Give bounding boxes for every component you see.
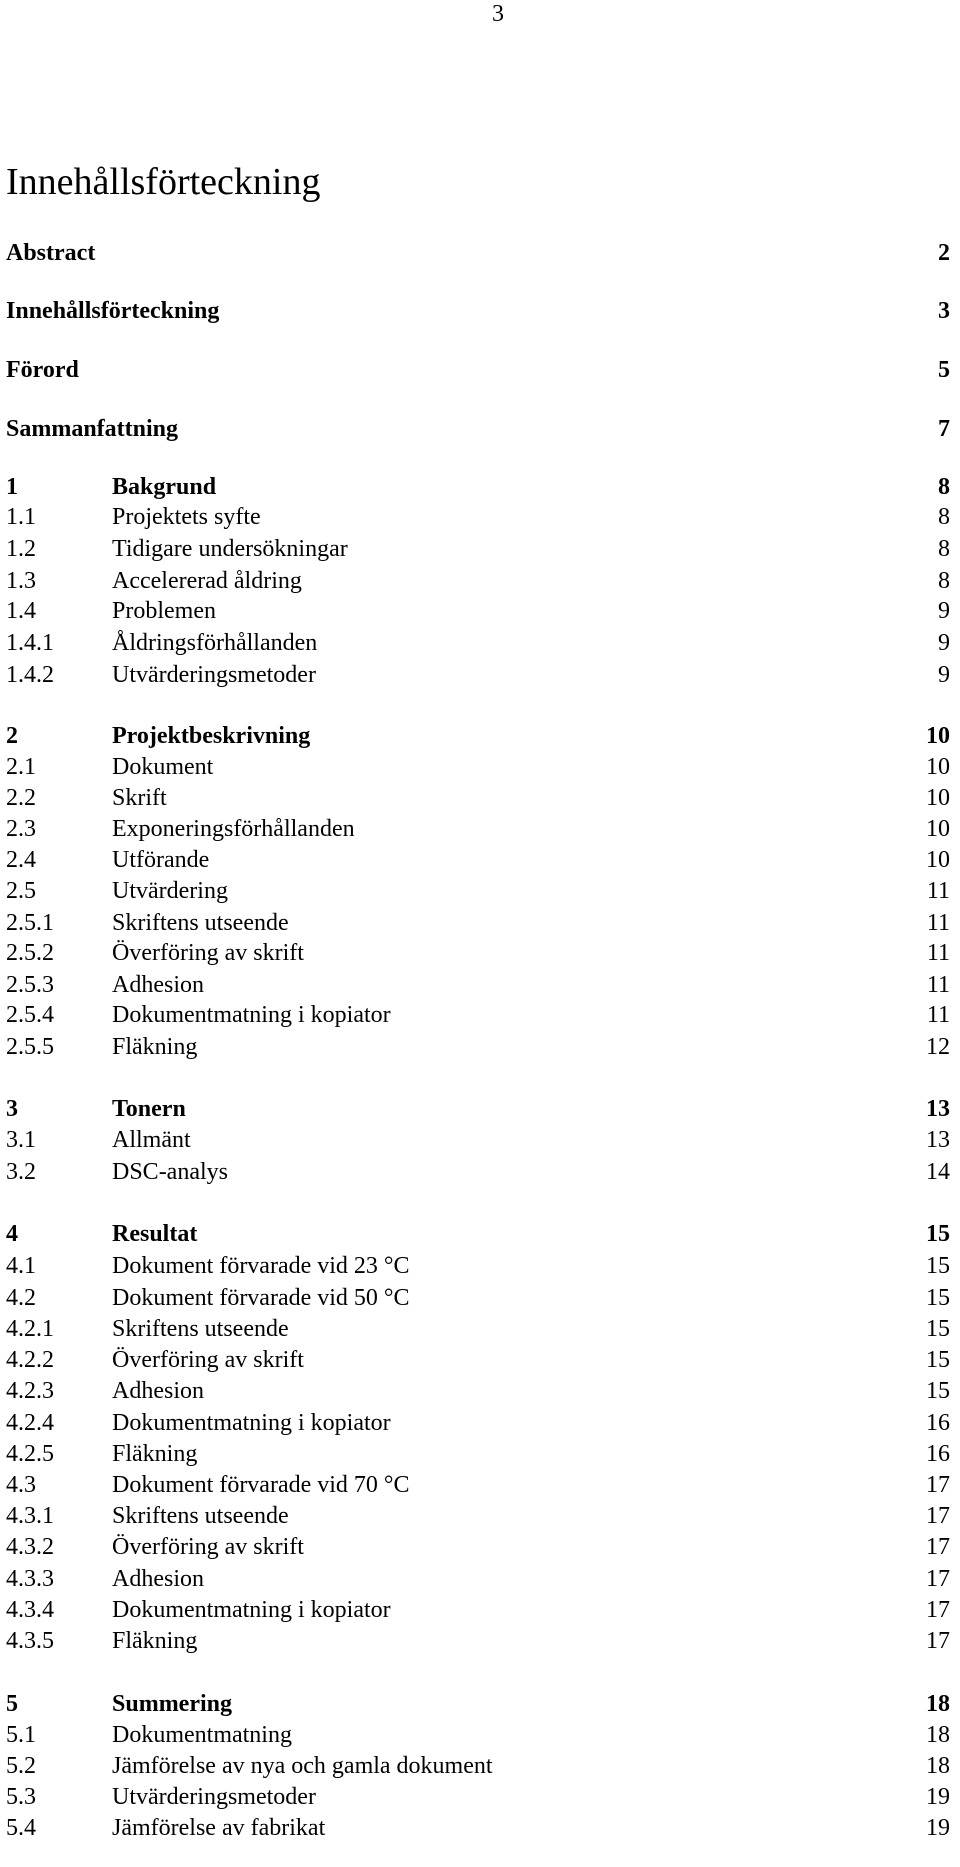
toc-entry-page: 15 bbox=[926, 1347, 950, 1373]
toc-entry-page: 5 bbox=[938, 357, 950, 383]
toc-entry-label: Överföring av skrift bbox=[112, 1534, 304, 1560]
toc-entry-page: 14 bbox=[926, 1159, 950, 1185]
toc-entry-page: 13 bbox=[926, 1127, 950, 1153]
toc-entry-page: 9 bbox=[938, 630, 950, 656]
toc-entry-label: Adhesion bbox=[112, 1378, 204, 1404]
toc-entry-number: 4.1 bbox=[6, 1253, 36, 1279]
toc-entry-page: 8 bbox=[938, 536, 950, 562]
toc-entry-page: 3 bbox=[938, 298, 950, 324]
toc-entry-page: 15 bbox=[926, 1221, 950, 1247]
toc-entry-page: 17 bbox=[926, 1472, 950, 1498]
toc-row[interactable] bbox=[0, 938, 960, 968]
toc-entry-label: Problemen bbox=[112, 598, 216, 624]
toc-row[interactable] bbox=[0, 596, 960, 626]
toc-entry-number: 4.3.3 bbox=[6, 1566, 54, 1592]
toc-entry-number: 1.4.2 bbox=[6, 662, 54, 688]
toc-entry-page: 9 bbox=[938, 598, 950, 624]
toc-row[interactable] bbox=[0, 1000, 960, 1030]
toc-entry-number: 1.4 bbox=[6, 598, 36, 624]
toc-row[interactable] bbox=[0, 566, 960, 596]
toc-row[interactable] bbox=[0, 1813, 960, 1843]
toc-row[interactable] bbox=[0, 1251, 960, 1281]
toc-row[interactable] bbox=[0, 355, 960, 385]
page-title: Innehållsförteckning bbox=[6, 161, 321, 203]
toc-entry-number: 2.5.2 bbox=[6, 940, 54, 966]
toc-entry-number: 2 bbox=[6, 723, 18, 749]
toc-entry-number: 5.4 bbox=[6, 1815, 36, 1841]
toc-row[interactable] bbox=[0, 1408, 960, 1438]
toc-entry-number: 2.5.5 bbox=[6, 1034, 54, 1060]
toc-entry-label: Utvärderingsmetoder bbox=[112, 1784, 316, 1810]
toc-row[interactable] bbox=[0, 628, 960, 658]
toc-entry-number: 4.3.2 bbox=[6, 1534, 54, 1560]
toc-entry-page: 17 bbox=[926, 1566, 950, 1592]
toc-entry-number: 2.1 bbox=[6, 754, 36, 780]
toc-entry-page: 17 bbox=[926, 1534, 950, 1560]
toc-row[interactable] bbox=[0, 1283, 960, 1313]
toc-row[interactable] bbox=[0, 1564, 960, 1594]
toc-entry-label: Bakgrund bbox=[112, 474, 217, 500]
toc-entry-label: Dokument förvarade vid 50 °C bbox=[112, 1285, 410, 1311]
toc-row[interactable] bbox=[0, 1157, 960, 1187]
toc-entry-label: Tonern bbox=[112, 1096, 186, 1122]
toc-entry-number: 4.2 bbox=[6, 1285, 36, 1311]
toc-entry-page: 7 bbox=[938, 416, 950, 442]
toc-entry-label: Skriftens utseende bbox=[112, 1316, 289, 1342]
toc-entry-label: Fläkning bbox=[112, 1628, 198, 1654]
toc-chapter-row[interactable] bbox=[0, 1219, 960, 1249]
toc-entry-label: Accelererad åldring bbox=[112, 568, 302, 594]
toc-entry-number: 4.2.4 bbox=[6, 1410, 54, 1436]
toc-entry-page: 17 bbox=[926, 1503, 950, 1529]
toc-entry-page: 15 bbox=[926, 1378, 950, 1404]
toc-row[interactable] bbox=[0, 1125, 960, 1155]
toc-entry-number: 3.1 bbox=[6, 1127, 36, 1153]
toc-entry-number: 1.4.1 bbox=[6, 630, 54, 656]
toc-entry-label: Dokumentmatning bbox=[112, 1722, 292, 1748]
toc-row[interactable] bbox=[0, 908, 960, 938]
toc-entry-page: 10 bbox=[926, 816, 950, 842]
toc-entry-label: Överföring av skrift bbox=[112, 940, 304, 966]
toc-entry-number: 5.2 bbox=[6, 1753, 36, 1779]
toc-entry-page: 10 bbox=[926, 847, 950, 873]
toc-entry-page: 13 bbox=[926, 1096, 950, 1122]
toc-entry-label: Skrift bbox=[112, 785, 167, 811]
toc-entry-label: Adhesion bbox=[112, 1566, 204, 1592]
toc-entry-page: 11 bbox=[926, 910, 950, 936]
toc-entry-number: 4.3 bbox=[6, 1472, 36, 1498]
toc-entry-page: 11 bbox=[926, 972, 950, 998]
toc-entry-label: Allmänt bbox=[112, 1127, 191, 1153]
toc-row[interactable] bbox=[0, 1345, 960, 1375]
toc-entry-label: Fläkning bbox=[112, 1441, 198, 1467]
toc-entry-label: Dokument förvarade vid 70 °C bbox=[112, 1472, 410, 1498]
toc-entry-number: 2.5.3 bbox=[6, 972, 54, 998]
toc-entry-label: Exponeringsförhållanden bbox=[112, 816, 355, 842]
toc-entry-number: 1.2 bbox=[6, 536, 36, 562]
toc-entry-number: 3 bbox=[6, 1096, 18, 1122]
toc-entry-page: 10 bbox=[926, 723, 950, 749]
toc-chapter-row[interactable] bbox=[0, 721, 960, 751]
toc-entry-label: Dokument bbox=[112, 754, 214, 780]
toc-row[interactable] bbox=[0, 1595, 960, 1625]
toc-entry-page: 17 bbox=[926, 1597, 950, 1623]
toc-entry-page: 15 bbox=[926, 1316, 950, 1342]
toc-entry-page: 8 bbox=[938, 504, 950, 530]
toc-entry-page: 15 bbox=[926, 1285, 950, 1311]
toc-entry-label: Projektets syfte bbox=[112, 504, 261, 530]
toc-entry-label: Skriftens utseende bbox=[112, 1503, 289, 1529]
toc-chapter-row[interactable] bbox=[0, 472, 960, 502]
toc-entry-label: Dokument förvarade vid 23 °C bbox=[112, 1253, 410, 1279]
toc-entry-number: 4.3.4 bbox=[6, 1597, 54, 1623]
toc-row[interactable] bbox=[0, 1532, 960, 1562]
toc-entry-label: Jämförelse av nya och gamla dokument bbox=[112, 1753, 493, 1779]
toc-entry-number: 5.1 bbox=[6, 1722, 36, 1748]
toc-entry-page: 15 bbox=[926, 1253, 950, 1279]
toc-row[interactable] bbox=[0, 845, 960, 875]
toc-entry-label: Summering bbox=[112, 1691, 232, 1717]
toc-row[interactable] bbox=[0, 1626, 960, 1656]
page-number: 3 bbox=[492, 1, 504, 27]
toc-entry-label: Åldringsförhållanden bbox=[112, 630, 318, 656]
toc-entry-page: 11 bbox=[926, 940, 950, 966]
toc-row[interactable] bbox=[0, 1376, 960, 1406]
toc-entry-page: 12 bbox=[926, 1034, 950, 1060]
toc-entry-label: Överföring av skrift bbox=[112, 1347, 304, 1373]
toc-entry-number: 4 bbox=[6, 1221, 18, 1247]
toc-entry-page: 16 bbox=[926, 1441, 950, 1467]
toc-entry-number: 2.5.1 bbox=[6, 910, 54, 936]
toc-chapter-row[interactable] bbox=[0, 1094, 960, 1124]
toc-entry-page: 2 bbox=[938, 240, 950, 266]
toc-entry-number: 4.3.1 bbox=[6, 1503, 54, 1529]
toc-entry-number: 4.2.1 bbox=[6, 1316, 54, 1342]
toc-entry-number: 2.5.4 bbox=[6, 1002, 54, 1028]
toc-entry-number: 5 bbox=[6, 1691, 18, 1717]
toc-entry-label: Dokumentmatning i kopiator bbox=[112, 1410, 391, 1436]
toc-row[interactable] bbox=[0, 414, 960, 444]
toc-entry-label: Skriftens utseende bbox=[112, 910, 289, 936]
toc-row[interactable] bbox=[0, 1314, 960, 1344]
toc-row[interactable] bbox=[0, 970, 960, 1000]
toc-row[interactable] bbox=[0, 814, 960, 844]
toc-entry-number: 2.3 bbox=[6, 816, 36, 842]
toc-entry-label: Innehållsförteckning bbox=[6, 298, 220, 324]
toc-row[interactable] bbox=[0, 1501, 960, 1531]
toc-entry-number: 1.1 bbox=[6, 504, 36, 530]
toc-entry-page: 18 bbox=[926, 1691, 950, 1717]
toc-entry-number: 4.3.5 bbox=[6, 1628, 54, 1654]
toc-entry-number: 1.3 bbox=[6, 568, 36, 594]
toc-entry-page: 18 bbox=[926, 1753, 950, 1779]
toc-entry-page: 18 bbox=[926, 1722, 950, 1748]
toc-row[interactable] bbox=[0, 1751, 960, 1781]
toc-entry-page: 8 bbox=[938, 474, 950, 500]
toc-row[interactable] bbox=[0, 876, 960, 906]
toc-row[interactable] bbox=[0, 1470, 960, 1500]
toc-entry-label: Sammanfattning bbox=[6, 416, 179, 442]
toc-entry-page: 17 bbox=[926, 1628, 950, 1654]
toc-entry-page: 9 bbox=[938, 662, 950, 688]
toc-entry-number: 2.2 bbox=[6, 785, 36, 811]
toc-row[interactable] bbox=[0, 1782, 960, 1812]
toc-entry-number: 5.3 bbox=[6, 1784, 36, 1810]
toc-entry-page: 8 bbox=[938, 568, 950, 594]
toc-row[interactable] bbox=[0, 752, 960, 782]
toc-row[interactable] bbox=[0, 534, 960, 564]
toc-entry-page: 10 bbox=[926, 754, 950, 780]
toc-row[interactable] bbox=[0, 1439, 960, 1469]
toc-entry-page: 11 bbox=[926, 1002, 950, 1028]
toc-entry-label: Adhesion bbox=[112, 972, 204, 998]
toc-entry-label: DSC-analys bbox=[112, 1159, 228, 1185]
toc-entry-label: Dokumentmatning i kopiator bbox=[112, 1597, 391, 1623]
toc-entry-label: Dokumentmatning i kopiator bbox=[112, 1002, 391, 1028]
toc-entry-page: 19 bbox=[926, 1815, 950, 1841]
toc-entry-label: Utförande bbox=[112, 847, 210, 873]
toc-chapter-row[interactable] bbox=[0, 1689, 960, 1719]
toc-row[interactable] bbox=[0, 1720, 960, 1750]
toc-entry-label: Jämförelse av fabrikat bbox=[112, 1815, 326, 1841]
toc-entry-number: 2.5 bbox=[6, 878, 36, 904]
toc-entry-label: Förord bbox=[6, 357, 79, 383]
toc-entry-number: 3.2 bbox=[6, 1159, 36, 1185]
toc-entry-label: Projektbeskrivning bbox=[112, 723, 311, 749]
toc-row[interactable] bbox=[0, 296, 960, 326]
toc-entry-label: Utvärdering bbox=[112, 878, 228, 904]
toc-entry-number: 2.4 bbox=[6, 847, 36, 873]
toc-entry-label: Utvärderingsmetoder bbox=[112, 662, 316, 688]
toc-row[interactable] bbox=[0, 502, 960, 532]
toc-entry-label: Abstract bbox=[6, 240, 96, 266]
toc-entry-page: 19 bbox=[926, 1784, 950, 1810]
toc-row[interactable] bbox=[0, 1032, 960, 1062]
toc-entry-page: 10 bbox=[926, 785, 950, 811]
toc-entry-page: 16 bbox=[926, 1410, 950, 1436]
toc-entry-label: Resultat bbox=[112, 1221, 198, 1247]
toc-entry-number: 4.2.2 bbox=[6, 1347, 54, 1373]
toc-entry-label: Fläkning bbox=[112, 1034, 198, 1060]
toc-entry-number: 1 bbox=[6, 474, 18, 500]
toc-row[interactable] bbox=[0, 238, 960, 268]
toc-entry-page: 11 bbox=[926, 878, 950, 904]
toc-entry-number: 4.2.5 bbox=[6, 1441, 54, 1467]
toc-row[interactable] bbox=[0, 660, 960, 690]
toc-entry-label: Tidigare undersökningar bbox=[112, 536, 348, 562]
toc-row[interactable] bbox=[0, 783, 960, 813]
toc-entry-number: 4.2.3 bbox=[6, 1378, 54, 1404]
